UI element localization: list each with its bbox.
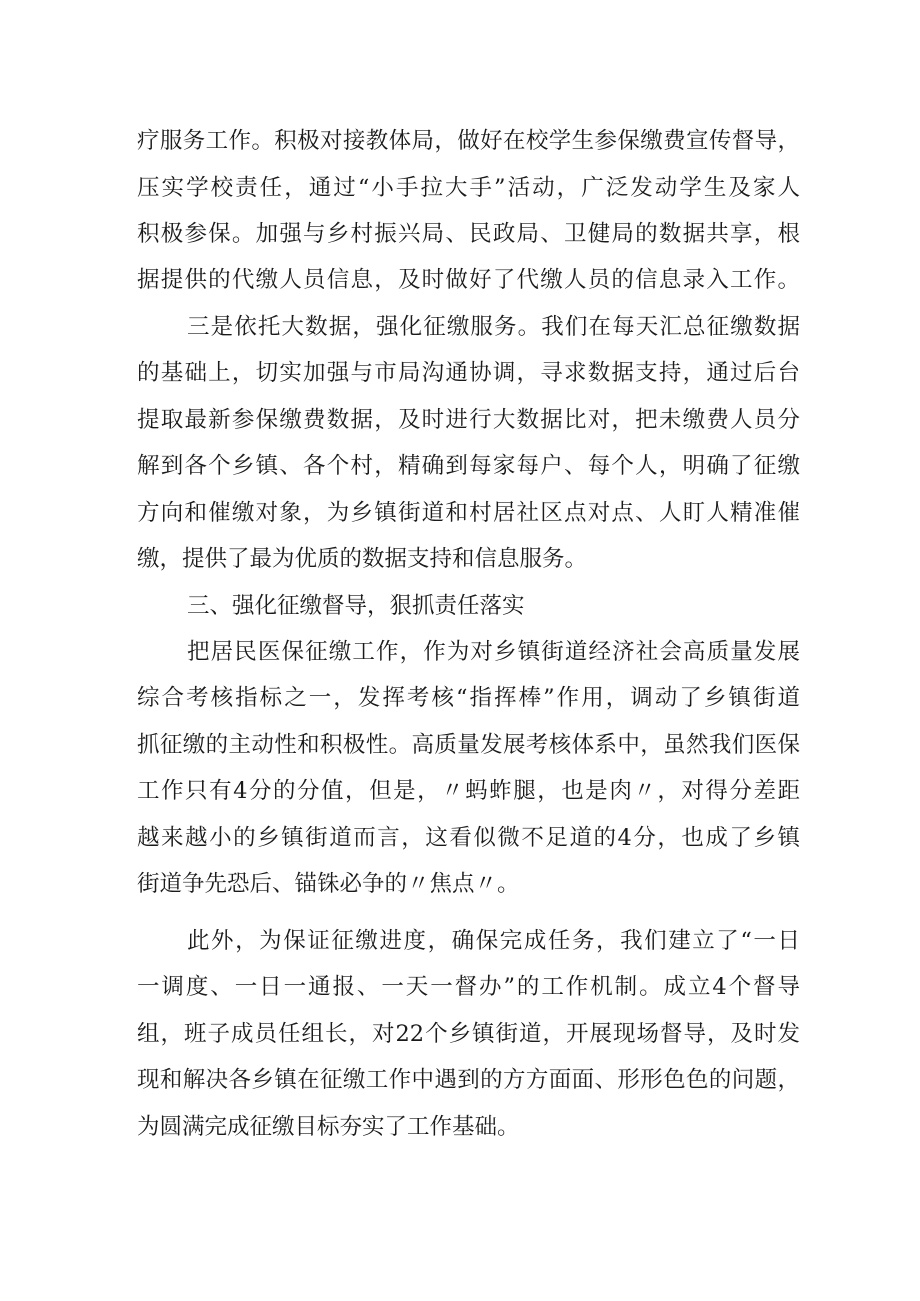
paragraph-line: 方向和催缴对象，为乡镇街道和村居社区点对点、人盯人精准催 [137,500,800,526]
paragraph-line: 此外，为保证征缴进度，确保完成任务，我们建立了“一日 [187,928,800,954]
paragraph-line: 据提供的代缴人员信息，及时做好了代缴人员的信息录入工作。 [137,267,800,293]
paragraph-line: 三是依托大数据，强化征缴服务。我们在每天汇总征缴数据 [187,314,800,340]
paragraph-line: 提取最新参保缴费数据，及时进行大数据比对，把未缴费人员分 [137,407,800,433]
paragraph-line: 缴，提供了最为优质的数据支持和信息服务。 [137,546,588,572]
paragraph-line: 越来越小的乡镇街道而言，这看似微不足道的4分，也成了乡镇 [137,825,800,851]
paragraph-line: 把居民医保征缴工作，作为对乡镇街道经济社会高质量发展 [187,639,800,665]
paragraph-line: 压实学校责任，通过“小手拉大手”活动，广泛发动学生及家人 [137,175,800,201]
paragraph-line: 解到各个乡镇、各个村，精确到每家每户、每个人，明确了征缴 [137,453,800,479]
paragraph-line: 现和解决各乡镇在征缴工作中遇到的方方面面、形形色色的问题， [137,1067,800,1093]
section-heading: 三、强化征缴督导，狠抓责任落实 [187,593,525,619]
paragraph-line: 组，班子成员任组长，对22个乡镇街道，开展现场督导，及时发 [137,1021,800,1047]
paragraph-line: 抓征缴的主动性和积极性。高质量发展考核体系中，虽然我们医保 [137,732,800,758]
paragraph-line: 疗服务工作。积极对接教体局，做好在校学生参保缴费宣传督导， [137,128,800,154]
paragraph-line: 积极参保。加强与乡村振兴局、民政局、卫健局的数据共享，根 [137,221,800,247]
paragraph-line: 为圆满完成征缴目标夯实了工作基础。 [137,1114,520,1140]
paragraph-line: 综合考核指标之一，发挥考核“指挥棒”作用，调动了乡镇街道 [137,685,800,711]
paragraph-line: 工作只有4分的分值，但是，〃蚂蚱腿，也是肉〃，对得分差距 [137,778,800,804]
paragraph-line: 一调度、一日一通报、一天一督办”的工作机制。成立4个督导 [137,974,800,1000]
paragraph-line: 的基础上，切实加强与市局沟通协调，寻求数据支持，通过后台 [137,360,800,386]
paragraph-line: 街道争先恐后、锚铢必争的〃焦点〃。 [137,871,520,897]
